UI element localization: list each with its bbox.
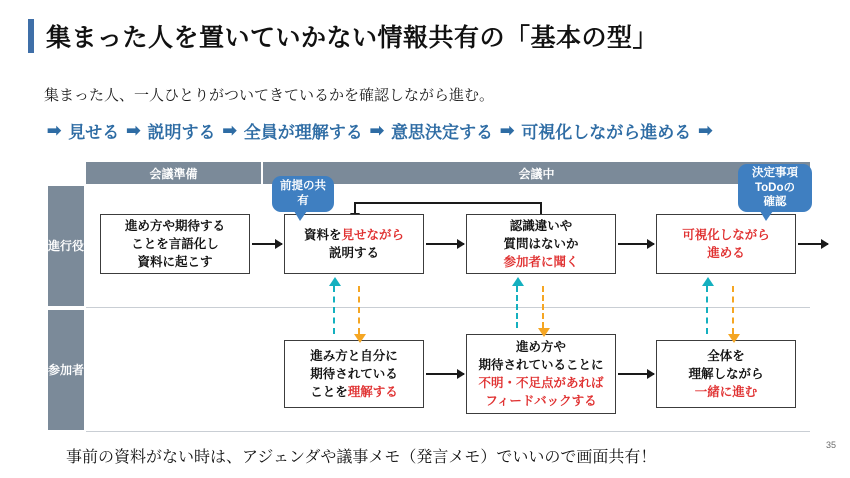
box-line: 認識違いや	[509, 218, 573, 233]
step-arrow-icon: ➡	[47, 120, 62, 140]
row-divider	[86, 431, 810, 432]
box-line: 進め方や期待する	[124, 218, 225, 233]
process-box	[100, 214, 250, 274]
box-line: 資料を	[303, 227, 342, 242]
process-box	[656, 340, 796, 408]
box-line: 期待されていることに	[478, 357, 604, 372]
box-line: 期待されている	[310, 366, 398, 381]
box-line: 進め方や	[515, 339, 566, 354]
box-line: 全体を	[707, 348, 745, 363]
step-arrow-icon: ➡	[369, 120, 384, 140]
flow-arrow-icon	[798, 243, 828, 245]
flow-arrow-icon	[426, 243, 464, 245]
row-divider	[86, 307, 810, 308]
box-line: 説明する	[328, 246, 379, 260]
callout-line: 有	[297, 195, 309, 207]
role-label-facilitator: 進行役	[48, 186, 84, 306]
callout-line: 決定事項	[752, 166, 798, 179]
process-box	[466, 214, 616, 274]
box-highlight: 見せながら	[341, 227, 405, 242]
box-line: 理解しながら	[688, 366, 764, 381]
step-arrow-icon: ➡	[698, 120, 713, 140]
page-number: 35	[825, 440, 836, 450]
dashed-arrow-down-icon	[732, 286, 734, 334]
callout-bubble	[738, 164, 812, 212]
phase-header-prep: 会議準備	[86, 162, 261, 184]
feedback-loop-line	[354, 202, 542, 204]
box-highlight: 可視化しながら	[682, 227, 770, 242]
dashed-arrow-up-icon	[706, 286, 708, 334]
box-highlight: フィードバックする	[485, 394, 597, 409]
step-item-4: 意思決定する	[391, 123, 493, 142]
phase-header-meeting: 会議中	[263, 162, 810, 184]
box-line: ことを	[310, 385, 348, 400]
dashed-arrow-down-icon	[358, 286, 360, 334]
box-line: 資料に起こす	[137, 255, 213, 270]
dashed-arrow-down-icon	[542, 286, 544, 328]
process-box	[466, 334, 616, 414]
box-line: 質問はないか	[503, 236, 579, 251]
process-box	[656, 214, 796, 274]
callout-bubble	[272, 176, 334, 212]
process-diagram	[48, 162, 808, 432]
flow-arrow-icon	[252, 243, 282, 245]
flow-arrow-icon	[618, 243, 654, 245]
page-title	[28, 18, 658, 54]
box-highlight: 理解する	[347, 385, 398, 400]
box-highlight: 進める	[707, 246, 745, 260]
flow-arrow-icon	[618, 373, 654, 375]
title-accent-bar	[28, 19, 34, 53]
box-highlight: 参加者に聞く	[503, 255, 579, 270]
step-item-3: 全員が理解する	[243, 123, 363, 142]
dashed-arrow-up-icon	[516, 286, 518, 328]
role-label-participant: 参加者	[48, 310, 84, 430]
step-arrow-icon: ➡	[500, 120, 515, 140]
lead-text: 集まった人、一人ひとりがついてきているかを確認しながら進む。	[44, 87, 495, 104]
step-arrow-icon: ➡	[222, 120, 237, 140]
process-box	[284, 214, 424, 274]
feedback-loop-arrow	[354, 202, 356, 214]
callout-line: 前提の共	[280, 180, 326, 193]
step-arrow-icon: ➡	[126, 120, 141, 140]
step-item-1: 見せる	[68, 123, 120, 142]
title-text: 集まった人を置いていかない情報共有の「基本の型」	[46, 24, 659, 52]
footer-note: 事前の資料がない時は、アジェンダや議事メモ（発言メモ）でいいので画面共有！	[66, 449, 657, 466]
step-item-2: 説明する	[147, 123, 216, 142]
box-line: 進み方と自分に	[310, 348, 398, 363]
step-flow	[40, 118, 830, 143]
process-box	[284, 340, 424, 408]
callout-line: ToDoの	[754, 181, 796, 194]
box-highlight: 一緒に進む	[694, 385, 758, 400]
flow-arrow-icon	[426, 373, 464, 375]
box-line: ことを言語化し	[131, 236, 219, 251]
dashed-arrow-up-icon	[333, 286, 335, 334]
box-highlight: 不明・不足点があれば	[478, 376, 604, 390]
step-item-5: 可視化しながら進める	[521, 123, 692, 142]
callout-line: 確認	[763, 196, 787, 209]
